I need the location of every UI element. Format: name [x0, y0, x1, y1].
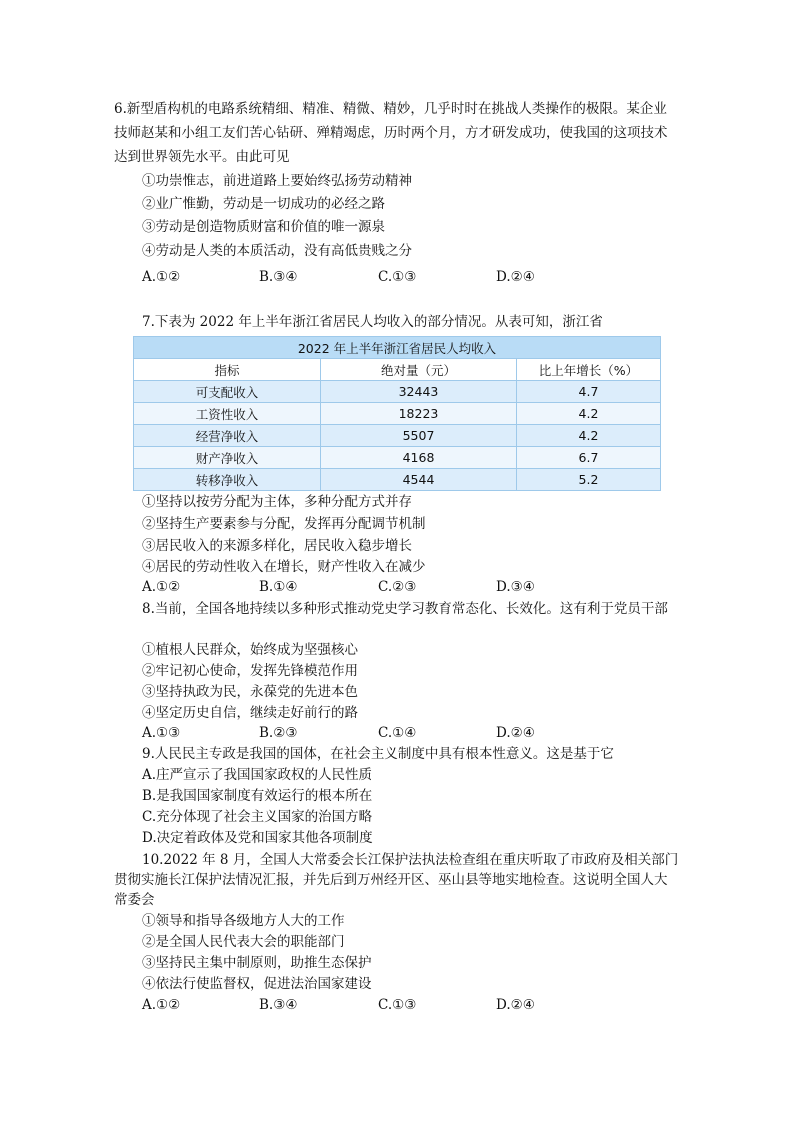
question-7-stem: 7.下表为 2022 年上半年浙江省居民人均收入的部分情况。从表可知，浙江省 [142, 314, 603, 330]
choice-c: C.①③ [378, 269, 417, 285]
question-10-option-2: ②是全国人民代表大会的职能部门 [142, 934, 345, 950]
question-9-option-b: B.是我国国家制度有效运行的根本所在 [142, 788, 373, 804]
choice-b: B.③④ [259, 997, 298, 1013]
choice-d: D.②④ [496, 269, 535, 285]
question-6-option-4: ④劳动是人类的本质活动，没有高低贵贱之分 [142, 243, 412, 259]
choice-a: A.①② [142, 579, 181, 595]
choice-a: A.①③ [142, 725, 181, 741]
table-row [134, 381, 661, 403]
table-cell: 5507 [321, 425, 517, 447]
table-cell: 财产净收入 [134, 447, 321, 469]
table-cell: 18223 [321, 403, 517, 425]
table-header-growth: 比上年增长（%） [517, 359, 661, 381]
choice-a: A.①② [142, 269, 181, 285]
choice-d: D.②④ [496, 997, 535, 1013]
income-table [133, 336, 661, 491]
question-7-choices [142, 578, 662, 596]
choice-c: C.①③ [378, 997, 417, 1013]
question-7-option-1: ①坚持以按劳分配为主体，多种分配方式并存 [142, 494, 412, 510]
question-7-option-4: ④居民的劳动性收入在增长，财产性收入在减少 [142, 559, 426, 575]
question-6-option-3: ③劳动是创造物质财富和价值的唯一源泉 [142, 219, 385, 235]
choice-b: B.③④ [259, 269, 298, 285]
question-8-option-4: ④坚定历史自信，继续走好前行的路 [142, 705, 358, 721]
question-10-option-4: ④依法行使监督权，促进法治国家建设 [142, 976, 372, 992]
table-row [134, 469, 661, 491]
question-10-choices [142, 996, 662, 1014]
table-cell: 转移净收入 [134, 469, 321, 491]
table-cell: 工资性收入 [134, 403, 321, 425]
question-6-stem: 6.新型盾构机的电路系统精细、精准、精微、精妙，几乎时时在挑战人类操作的极限。某企业技师赵某和小组工友们苦心钻研、殚精竭虑，历时两个月，方才研发成功，使我国的这项技术达到世界领先水平。由此可见 [114, 101, 668, 165]
choice-d: D.③④ [496, 579, 535, 595]
question-8-option-2: ②牢记初心使命，发挥先锋模范作用 [142, 663, 358, 679]
question-9-option-d: D.决定着政体及党和国家其他各项制度 [142, 830, 373, 846]
choice-d: D.②④ [496, 725, 535, 741]
table-row [134, 403, 661, 425]
choice-c: C.①④ [378, 725, 417, 741]
question-9-stem: 9.人民民主专政是我国的国体，在社会主义制度中具有根本性意义。这是基于它 [142, 746, 614, 762]
table-cell: 4.7 [517, 381, 661, 403]
question-10-option-1: ①领导和指导各级地方人大的工作 [142, 913, 345, 929]
table-row [134, 447, 661, 469]
question-7-option-3: ③居民收入的来源多样化，居民收入稳步增长 [142, 538, 412, 554]
choice-a: A.①② [142, 997, 181, 1013]
table-cell: 4544 [321, 469, 517, 491]
table-header-amount: 绝对量（元） [321, 359, 517, 381]
choice-b: B.①④ [259, 579, 298, 595]
table-cell: 可支配收入 [134, 381, 321, 403]
question-6-option-1: ①功崇惟志，前进道路上要始终弘扬劳动精神 [142, 173, 412, 189]
table-row [134, 425, 661, 447]
choice-b: B.②③ [259, 725, 298, 741]
question-8-option-1: ①植根人民群众，始终成为坚强核心 [142, 642, 358, 658]
table-cell: 4168 [321, 447, 517, 469]
question-9-option-c: C.充分体现了社会主义国家的治国方略 [142, 809, 373, 825]
question-7-option-2: ②坚持生产要素参与分配，发挥再分配调节机制 [142, 516, 426, 532]
question-8-option-3: ③坚持执政为民，永葆党的先进本色 [142, 684, 358, 700]
choice-c: C.②③ [378, 579, 417, 595]
table-cell: 4.2 [517, 403, 661, 425]
table-cell: 5.2 [517, 469, 661, 491]
question-10-stem: 10.2022 年 8 月，全国人大常委会长江保护法执法检查组在重庆听取了市政府及相关部门贯彻实施长江保护法情况汇报，并先后到万州经开区、巫山县等地实地检查。这说明全国人大常委会 [114, 852, 679, 908]
table-header-indicator: 指标 [134, 359, 321, 381]
question-8-stem: 8.当前，全国各地持续以多种形式推动党史学习教育常态化、长效化。这有利于党员干部 [142, 601, 668, 617]
question-6-option-2: ②业广惟勤，劳动是一切成功的必经之路 [142, 196, 385, 212]
table-cell: 32443 [321, 381, 517, 403]
question-6-choices [142, 268, 662, 286]
question-10-option-3: ③坚持民主集中制原则，助推生态保护 [142, 955, 372, 971]
table-cell: 4.2 [517, 425, 661, 447]
question-9-option-a: A.庄严宣示了我国国家政权的人民性质 [142, 767, 373, 783]
table-title: 2022 年上半年浙江省居民人均收入 [134, 337, 661, 359]
table-cell: 6.7 [517, 447, 661, 469]
question-8-choices [142, 724, 662, 742]
table-cell: 经营净收入 [134, 425, 321, 447]
